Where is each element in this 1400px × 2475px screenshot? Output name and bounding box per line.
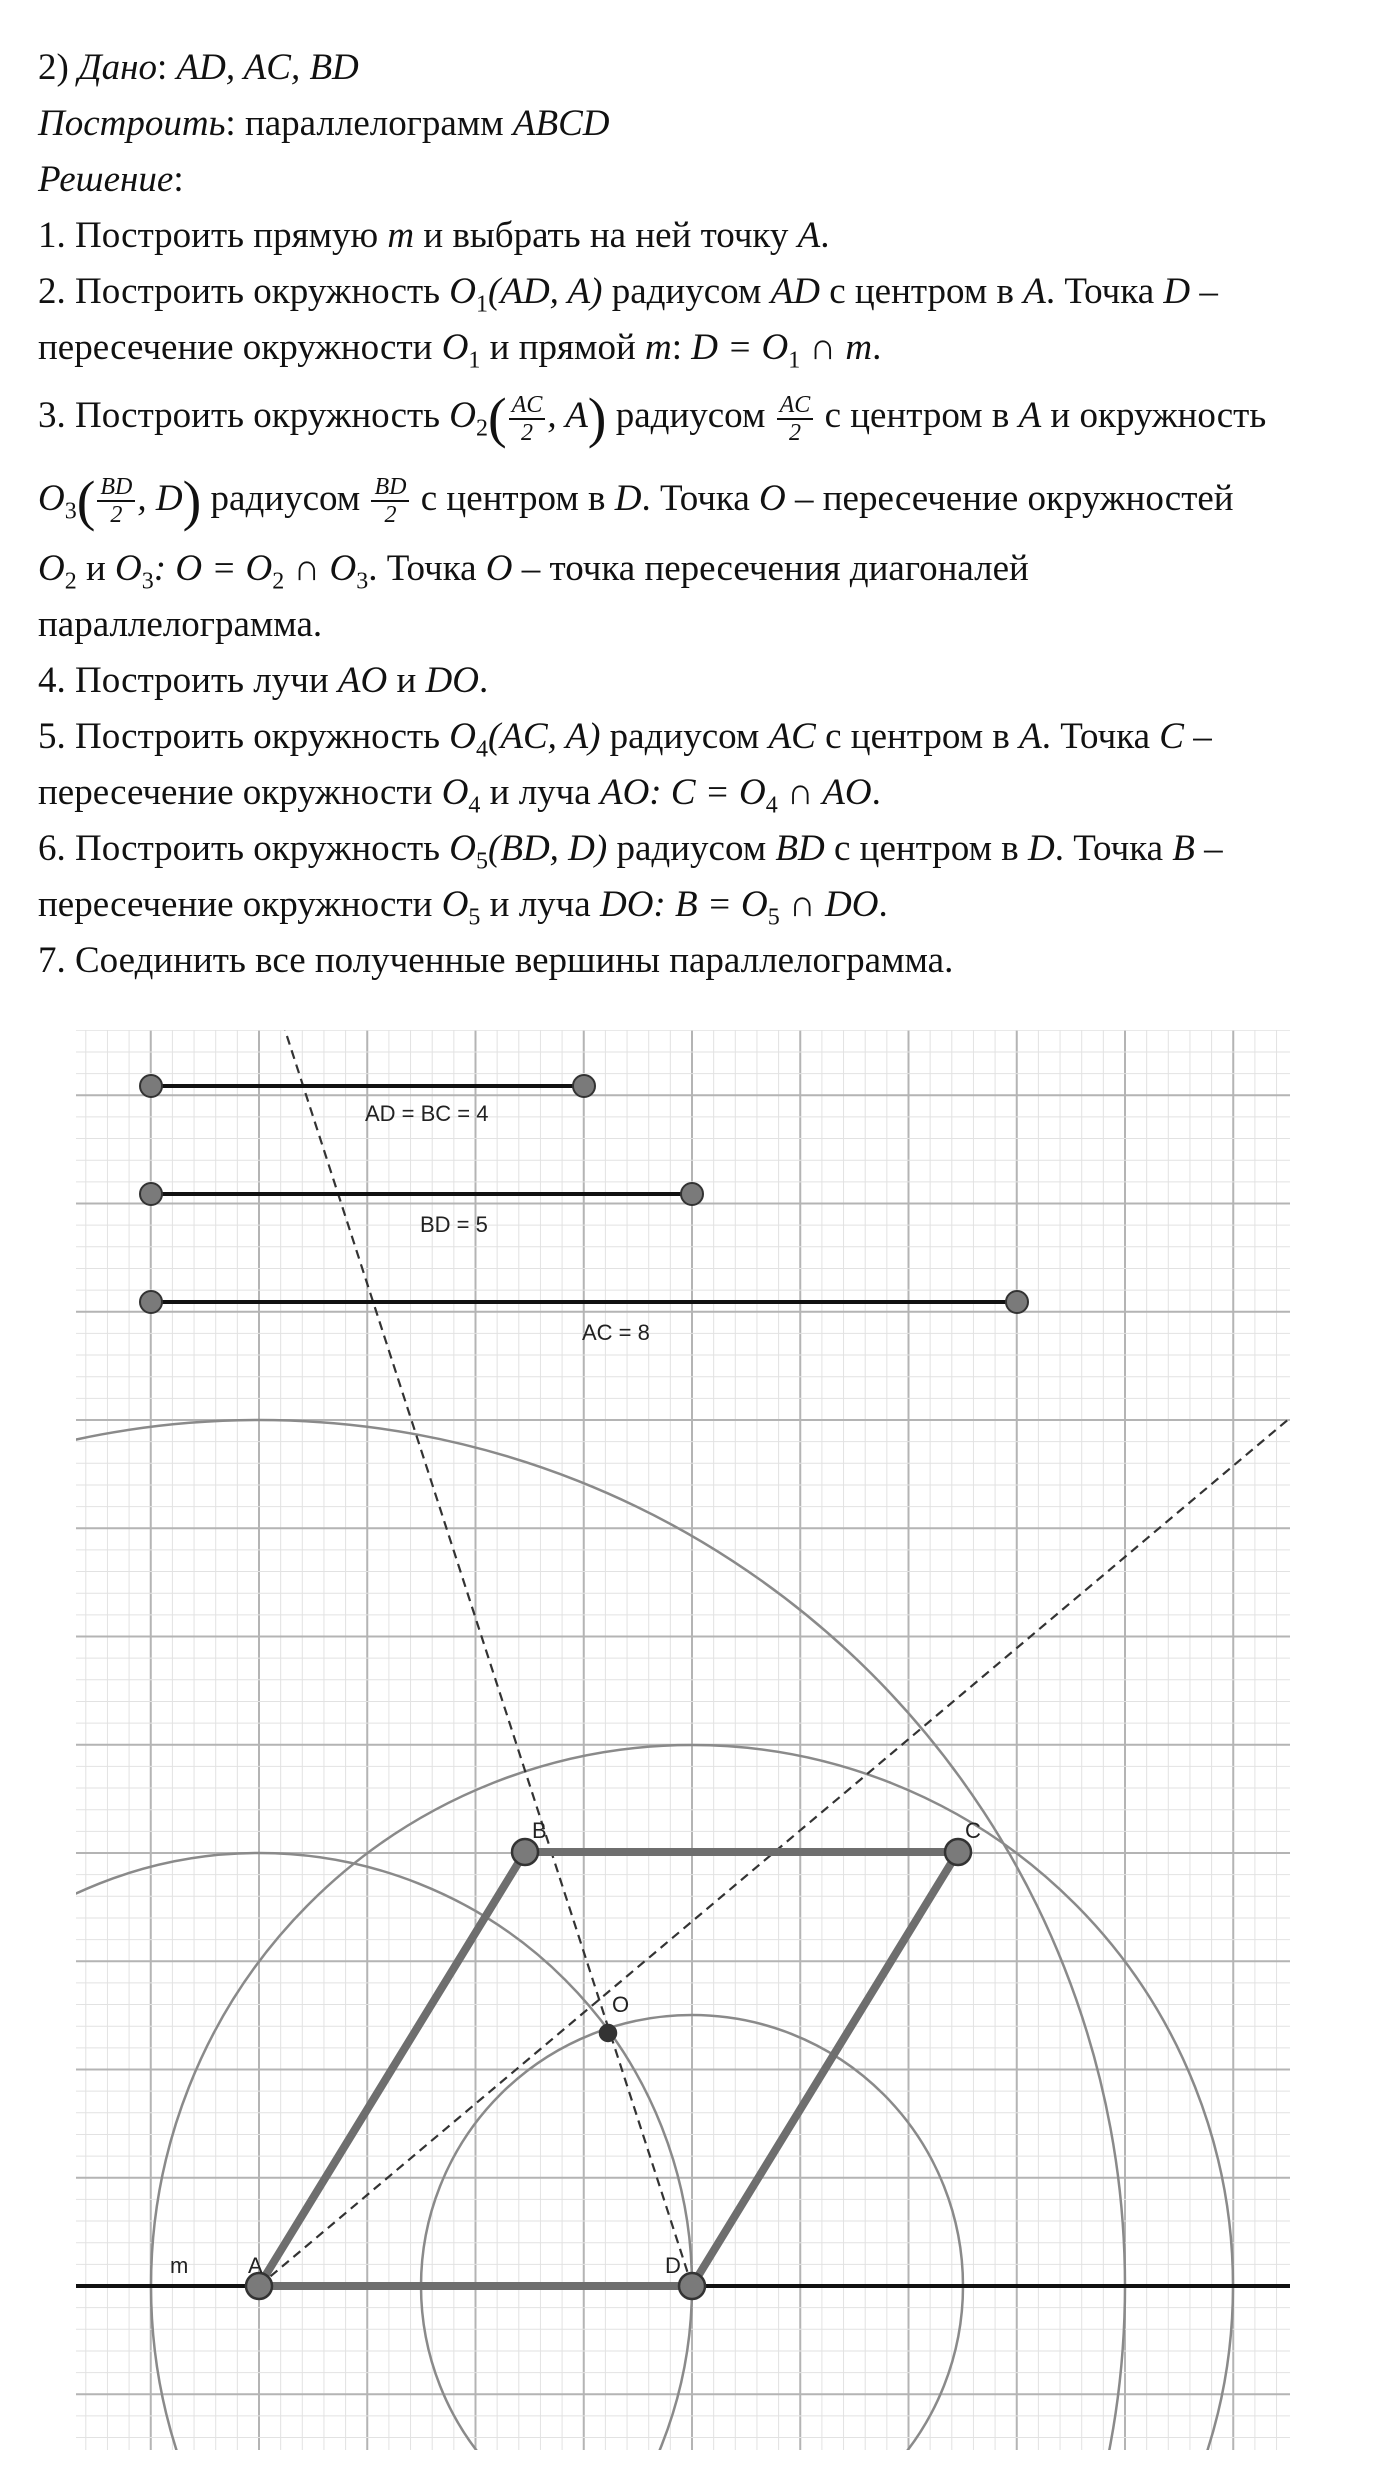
construct-value: параллелограмм: [244, 103, 504, 144]
step5-line2-fsub: 4: [765, 792, 778, 819]
step6-line2-end: .: [878, 884, 888, 926]
step-4: [38, 653, 1378, 709]
label-point-O: O: [612, 1992, 630, 2017]
step-6: [38, 821, 1378, 877]
label-segment-ac: AC = 8: [582, 1320, 650, 1345]
step4-and: и: [396, 660, 417, 702]
step6-line2-fsub: 5: [767, 904, 780, 931]
step3-line2-text-d: . Точка: [641, 477, 750, 519]
step5-line2-O: O: [441, 772, 469, 814]
paren-open: (: [488, 387, 507, 450]
solution-label: Решение: [38, 159, 174, 200]
step2-D: D: [1163, 271, 1191, 312]
figure-labels: [170, 1101, 981, 2278]
solution-text: [38, 40, 1378, 989]
step6-dash: –: [1204, 828, 1223, 870]
step1-text-b: и выбрать на ней точку: [423, 215, 789, 256]
step4-AO: AO: [337, 660, 388, 702]
step3-line3-Opt: O: [485, 548, 513, 590]
step2-args: (AD, A): [488, 271, 603, 312]
step2-O: O: [449, 271, 477, 312]
given-colon: :: [156, 47, 168, 88]
step3-radius-fraction: [777, 392, 814, 446]
step2-A: A: [1023, 271, 1046, 312]
step3-sub: 2: [476, 415, 489, 442]
step2-line2-fsub: 1: [788, 347, 801, 374]
step2-text-c: с центром в: [829, 271, 1014, 312]
step4-text: 4. Построить лучи: [38, 660, 329, 702]
step2-line2-colon: :: [671, 327, 683, 368]
step5-AC: AC: [768, 716, 816, 758]
step3-line2-text-c: с центром в: [420, 477, 606, 519]
step6-B: B: [1172, 828, 1195, 870]
problem-number: 2): [38, 47, 69, 88]
step5-dash: –: [1193, 716, 1212, 758]
step5-line2-text: пересечение окружности: [38, 772, 433, 814]
step3-line3-O3: O: [115, 548, 142, 590]
step1-end: .: [820, 215, 830, 256]
grid-lines: [0, 1020, 1400, 2460]
endpoint: [140, 1183, 162, 1205]
step3-line3-fO: O: [329, 548, 357, 590]
step5-O: O: [449, 716, 477, 758]
step-1: [38, 208, 1378, 264]
step5-text-d: . Точка: [1041, 716, 1151, 758]
step2-AD: AD: [770, 271, 820, 312]
step6-line2-formula: DO: B = O: [599, 884, 768, 926]
step6-line2-sub: 5: [468, 904, 481, 931]
step2-text-d: . Точка: [1045, 271, 1155, 312]
step-3-cont3: [38, 597, 1378, 653]
step5-line2-formula: AO: C = O: [599, 772, 766, 814]
step3-text-c: с центром в: [824, 395, 1010, 436]
paren-close: ): [587, 387, 607, 450]
step3-line3-O3sub: 3: [141, 568, 154, 595]
step2-line2-fend: ∩ m: [809, 327, 873, 368]
label-point-D: D: [665, 2253, 681, 2278]
point-O: [600, 2025, 616, 2041]
frac-num: AC: [777, 392, 814, 420]
step-3-cont: [38, 459, 1378, 542]
solution-colon: :: [173, 159, 184, 200]
given-line: [38, 40, 1378, 96]
step5-text: 5. Построить окружность: [38, 716, 441, 758]
step6-line2-O: O: [441, 884, 469, 926]
step3-line2-arg: , D: [137, 477, 183, 519]
label-segment-bd: BD = 5: [420, 1212, 488, 1237]
solution-heading: [38, 152, 1378, 208]
step-6-cont: [38, 877, 1378, 933]
step2-line2-formula: D = O: [691, 327, 789, 368]
step3-line2-O: O: [38, 477, 65, 519]
step-7: [38, 933, 1378, 989]
given-value: AD, AC, BD: [176, 47, 359, 88]
step-3: [38, 376, 1378, 459]
step5-line2-end: .: [871, 772, 881, 814]
frac-num: BD: [371, 474, 409, 502]
step3-line2-Opt: O: [759, 477, 786, 519]
step4-end: .: [479, 660, 489, 702]
step3-line3-O2sub: 2: [64, 568, 77, 595]
step3-line3-and: и: [85, 548, 106, 590]
step3-line4-text: параллелограмма.: [38, 604, 323, 646]
step5-line2-fend: ∩ AO: [786, 772, 872, 814]
step3-line2-sub: 3: [64, 497, 77, 524]
step2-line2-text-b: и прямой: [489, 327, 636, 368]
step-2: [38, 264, 1378, 320]
step3-line2-radius-fraction: [371, 474, 409, 528]
step-5: [38, 709, 1378, 765]
step3-line3-O2: O: [38, 548, 65, 590]
frac-den: 2: [788, 419, 801, 446]
endpoint: [1006, 1291, 1028, 1313]
step5-C: C: [1159, 716, 1184, 758]
step2-line2-O: O: [441, 327, 469, 368]
step6-text-c: с центром в: [833, 828, 1019, 870]
step6-text-d: . Точка: [1054, 828, 1164, 870]
step2-dash: –: [1199, 271, 1218, 312]
step7-text: 7. Соединить все полученные вершины параллелограмма.: [38, 940, 954, 982]
step4-DO: DO: [425, 660, 479, 702]
step6-line2-text: пересечение окружности: [38, 884, 433, 926]
paren-close: ): [182, 470, 202, 533]
step3-line3-fsub2: 3: [356, 568, 369, 595]
paren-open: (: [76, 470, 96, 533]
label-point-A: A: [248, 2253, 263, 2278]
step6-O: O: [449, 828, 477, 870]
step2-sub: 1: [476, 291, 489, 318]
frac-num: BD: [97, 474, 135, 502]
step3-line3-text-a: . Точка: [368, 548, 477, 590]
frac-num: AC: [509, 392, 546, 420]
step3-fraction: [509, 392, 546, 446]
construct-name: ABCD: [512, 103, 610, 144]
step-3-cont2: [38, 541, 1378, 597]
step5-A: A: [1019, 716, 1042, 758]
step3-line2-fraction: [97, 474, 135, 528]
endpoint: [140, 1075, 162, 1097]
step3-text: 3. Построить окружность: [38, 395, 441, 436]
step-2-cont: [38, 320, 1378, 376]
label-point-B: B: [532, 1818, 547, 1843]
label-segment-ad-bc: AD = BC = 4: [365, 1101, 489, 1126]
frac-den: 2: [521, 419, 534, 446]
step6-BD: BD: [775, 828, 825, 870]
step3-text-b: радиусом: [615, 395, 766, 436]
step3-line2-D: D: [614, 477, 642, 519]
vertex-D: [679, 2273, 705, 2299]
step5-sub: 4: [476, 736, 489, 763]
step2-line2-text: пересечение окружности: [38, 327, 433, 368]
step-5-cont: [38, 765, 1378, 821]
step3-line2-text-e: – пересечение окружностей: [795, 477, 1234, 519]
frac-den: 2: [110, 502, 123, 529]
step3-O: O: [449, 395, 477, 436]
step6-sub: 5: [476, 848, 489, 875]
construction-figure: [0, 1020, 1400, 2460]
step3-text-d: и окружность: [1050, 395, 1267, 436]
step3-line3-cap: ∩: [293, 548, 321, 590]
step6-text-b: радиусом: [616, 828, 767, 870]
step6-args: (BD, D): [488, 828, 608, 870]
step3-line3-fsub: 2: [272, 568, 285, 595]
given-label: Дано: [78, 47, 157, 88]
step3-arg: , A: [547, 395, 588, 436]
step2-text: 2. Построить окружность: [38, 271, 441, 312]
step3-line3-text-b: – точка пересечения диагоналей: [521, 548, 1029, 590]
step5-args: (AC, A): [488, 716, 601, 758]
construct-label: Построить: [38, 103, 226, 144]
construct-colon: :: [225, 103, 236, 144]
step1-A: A: [797, 215, 821, 256]
step5-line2-sub: 4: [468, 792, 481, 819]
step5-text-c: с центром в: [825, 716, 1010, 758]
step3-line3-formula: : O = O: [153, 548, 273, 590]
step2-text-b: радиусом: [611, 271, 762, 312]
endpoint: [681, 1183, 703, 1205]
step5-text-b: радиусом: [609, 716, 760, 758]
endpoint: [140, 1291, 162, 1313]
frac-den: 2: [384, 502, 397, 529]
endpoint: [573, 1075, 595, 1097]
label-line-m: m: [170, 2253, 189, 2278]
step2-line2-sub: 1: [468, 347, 481, 374]
step6-D: D: [1027, 828, 1055, 870]
step3-A: A: [1018, 395, 1042, 436]
step2-line2-m: m: [645, 327, 672, 368]
step1-text: 1. Построить прямую: [38, 215, 379, 256]
step6-line2-fend: ∩ DO: [789, 884, 879, 926]
step3-line2-text-b: радиусом: [210, 477, 361, 519]
step1-m: m: [387, 215, 415, 256]
step6-line2-text-b: и луча: [489, 884, 591, 926]
step6-text: 6. Построить окружность: [38, 828, 441, 870]
step5-line2-text-b: и луча: [489, 772, 591, 814]
construct-line: [38, 96, 1378, 152]
step2-line2-end: .: [872, 327, 882, 368]
label-point-C: C: [965, 1818, 981, 1843]
